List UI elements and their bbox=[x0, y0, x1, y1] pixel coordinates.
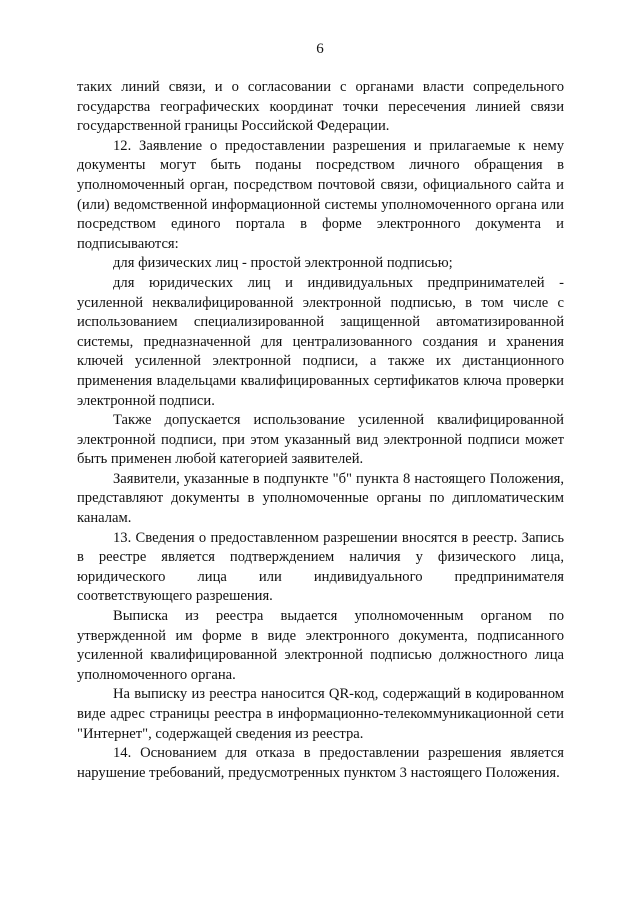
paragraph-item-12: 12. Заявление о предоставлении разрешения и прилагаемые к нему документы могут быть поданы посредством личного обращения в уполномоченный орган, посредством почтовой связи, официального сайта и (или) ведомственной информационной системы уполномоченного органа или посредством единого портала в форме электронного документа и подписываются: bbox=[77, 137, 564, 252]
paragraph-item-13: 13. Сведения о предоставленном разрешении вносятся в реестр. Запись в реестре является подтверждением наличия у физического лица, юридического лица или индивидуального предпринимателя соответствующего разрешения. bbox=[77, 529, 564, 605]
document-body bbox=[77, 78, 564, 783]
paragraph-legal-entities: для юридических лиц и индивидуальных предпринимателей - усиленной неквалифицированной электронной подписью, в том числе с использованием специализированной защищенной автоматизированной системы, предназначенной для централизованного создания и хранения ключей усиленной электронной подписи, а также их дистанционного применения владельцами квалифицированных сертификатов ключа проверки электронной подписи. bbox=[77, 274, 564, 409]
paragraph-physical-persons: для физических лиц - простой электронной подписью; bbox=[113, 255, 453, 272]
page-number: 6 bbox=[316, 41, 324, 57]
paragraph-registry-extract: Выписка из реестра выдается уполномоченным органом по утвержденной им форме в виде электронного документа, подписанного усиленной квалифицированной электронной подписью должностного лица уполномоченного органа. bbox=[77, 608, 564, 683]
paragraph-qualified-signature: Также допускается использование усиленной квалифицированной электронной подписи, при этом указанный вид электронной подписи может быть применен любой категорией заявителей. bbox=[77, 412, 564, 468]
paragraph-applicants-diplomatic: Заявители, указанные в подпункте "б" пункта 8 настоящего Положения, представляют документы в уполномоченные органы по дипломатическим каналам. bbox=[77, 470, 564, 527]
paragraph-item-14: 14. Основанием для отказа в предоставлении разрешения является нарушение требований, предусмотренных пунктом 3 настоящего Положения. bbox=[77, 745, 564, 781]
paragraph-continuation: таких линий связи, и о согласовании с органами власти сопредельного государства географических координат точки пересечения линией связи государственной границы Российской Федерации. bbox=[77, 79, 564, 135]
paragraph-qr-code: На выписку из реестра наносится QR-код, содержащий в кодированном виде адрес страницы реестра в информационно-телекоммуникационной сети "Интернет", содержащей сведения из реестра. bbox=[77, 686, 564, 742]
